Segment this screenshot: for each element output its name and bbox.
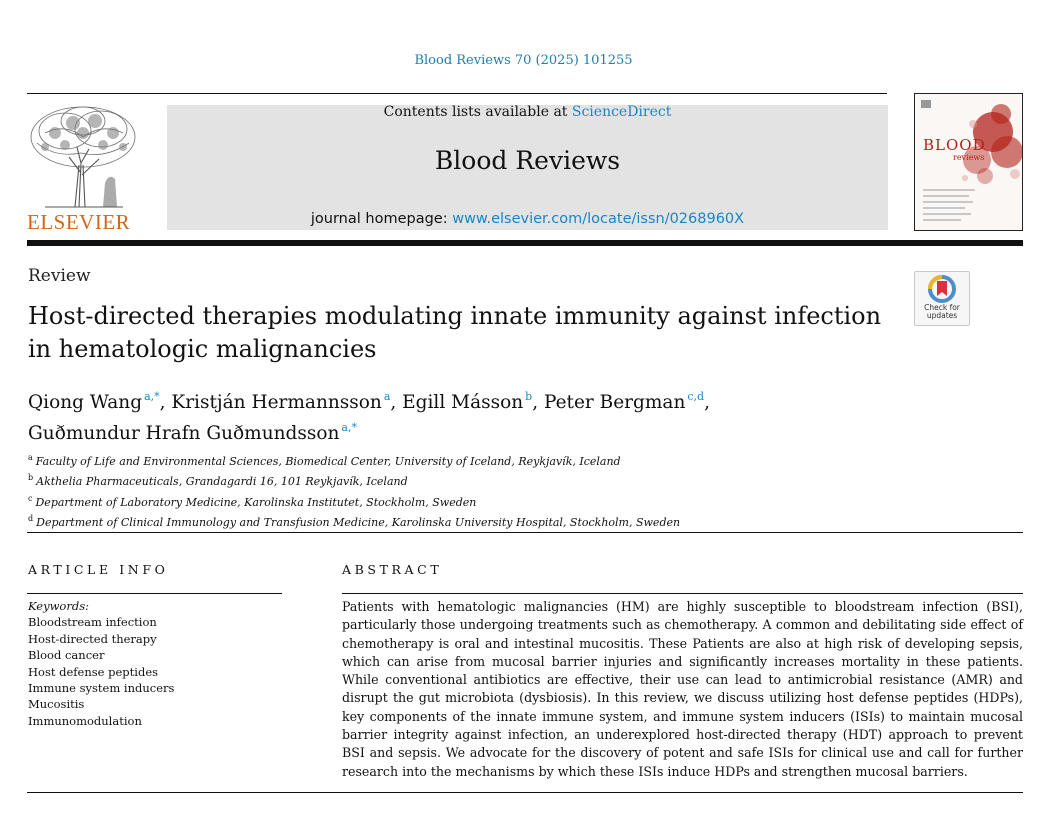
article-info-rule (27, 593, 282, 594)
keyword-item: Immunomodulation (28, 713, 142, 728)
author-item (28, 423, 357, 444)
journal-title: Blood Reviews (434, 146, 621, 175)
affiliation-key: d (28, 514, 34, 524)
elsevier-tree-icon (25, 103, 143, 211)
cover-title: BLOOD (923, 136, 986, 154)
homepage-link[interactable]: www.elsevier.com/locate/issn/0268960X (452, 211, 745, 227)
keyword-item: Blood cancer (28, 648, 105, 663)
journal-cover-art (915, 94, 1022, 230)
author-name[interactable]: Guðmundur Hrafn Guðmundsson (28, 423, 340, 444)
author-name[interactable]: Qiong Wang (28, 392, 143, 413)
affiliations-list (28, 450, 680, 532)
keyword-item: Host-directed therapy (28, 631, 157, 646)
check-for-updates-button[interactable] (914, 271, 970, 326)
author-item (171, 392, 402, 413)
abstract-rule (342, 593, 1023, 594)
author-separator: , (704, 392, 710, 413)
journal-cover-image[interactable] (914, 93, 1023, 231)
keywords-label: Keywords: (28, 599, 89, 613)
homepage-line (167, 211, 888, 227)
affiliation-key: a (28, 453, 33, 462)
header-thick-rule (27, 240, 1023, 246)
abstract-text: Patients with hematologic malignancies (HM) are highly susceptible to bloodstream infection (BSI), particularly those undergoing treatments such as chemotherapy. A common and debilitating side effect of chemotherapy is oral and intestinal mucositis. These Patients are also at high risk of developing sepsis, which can arise from mucosal barrier injuries and significantly increases mortality in these patients. While conventional antibiotics are effective, their use can lead to antimicrobial resistance (AMR) and disrupt the gut microbiota (dysbiosis). In this review, we discuss utilizing host defense peptides (HDPs), key components of the innate immune system, and immune system inducers (ISIs) to maintain mucosal barrier integrity against infection, an underexplored host-directed therapy (HDT) approach to prevent BSI and sepsis. We advocate for the discovery of potent and safe ISIs for clinical use and call for further research into the mechanisms by which these ISIs induce HDPs and strengthen mucosal barriers. (342, 599, 1023, 779)
author-item (402, 392, 544, 413)
article-info-heading: ARTICLE INFO (28, 562, 169, 577)
affiliation-item (28, 470, 680, 490)
elsevier-wordmark: ELSEVIER (27, 210, 131, 234)
contents-line (167, 104, 888, 120)
article-title: Host-directed therapies modulating innate immunity against infection in hematologic malignancies (28, 302, 882, 363)
section-rule (27, 532, 1023, 533)
check-updates-icon (915, 272, 969, 304)
keyword-item: Host defense peptides (28, 664, 159, 679)
journal-citation[interactable]: Blood Reviews 70 (2025) 101255 (414, 53, 633, 68)
check-updates-label: Check for updates (924, 303, 960, 320)
author-name[interactable]: Peter Bergman (543, 392, 686, 413)
affiliation-text: Department of Clinical Immunology and Transfusion Medicine, Karolinska University Hospital, Stockholm, Sweden (36, 516, 681, 530)
author-affiliation-marks[interactable]: c,d (687, 390, 705, 403)
affiliation-text: Department of Laboratory Medicine, Karolinska Institutet, Stockholm, Sweden (35, 495, 477, 509)
header-rule (27, 93, 887, 94)
affiliation-text: Faculty of Life and Environmental Sciences, Biomedical Center, University of Iceland, Reykjavík, Iceland (35, 455, 621, 468)
author-separator: , (532, 392, 544, 413)
author-affiliation-marks[interactable]: a (383, 390, 391, 403)
author-name[interactable]: Egill Másson (402, 392, 524, 413)
homepage-prefix: journal homepage: (310, 211, 453, 227)
author-separator: , (159, 392, 172, 413)
article-type: Review (28, 266, 91, 286)
author-separator: , (390, 392, 403, 413)
author-name[interactable]: Kristján Hermannsson (171, 392, 382, 413)
keyword-item: Mucositis (28, 697, 85, 712)
affiliation-item (28, 491, 680, 511)
affiliation-item (28, 511, 680, 531)
affiliation-key: b (28, 473, 34, 483)
contents-prefix: Contents lists available at (383, 104, 572, 120)
author-affiliation-marks[interactable]: a,* (144, 390, 160, 403)
cover-subtitle: reviews (953, 153, 985, 162)
author-item (28, 392, 171, 413)
author-item (544, 392, 710, 413)
keyword-item: Immune system inducers (28, 681, 175, 696)
author-affiliation-marks[interactable]: b (525, 390, 533, 403)
affiliation-item (28, 450, 680, 470)
bottom-rule (27, 792, 1023, 793)
keywords-list (28, 598, 174, 729)
keyword-item: Bloodstream infection (28, 615, 157, 630)
affiliation-text: Akthelia Pharmaceuticals, Grandagardi 16, 101 Reykjavík, Iceland (36, 475, 408, 489)
author-list (28, 384, 928, 446)
affiliation-key: c (28, 493, 33, 503)
sciencedirect-link[interactable]: ScienceDirect (571, 104, 672, 120)
author-affiliation-marks[interactable]: a,* (341, 421, 357, 434)
abstract-heading: ABSTRACT (342, 562, 443, 577)
